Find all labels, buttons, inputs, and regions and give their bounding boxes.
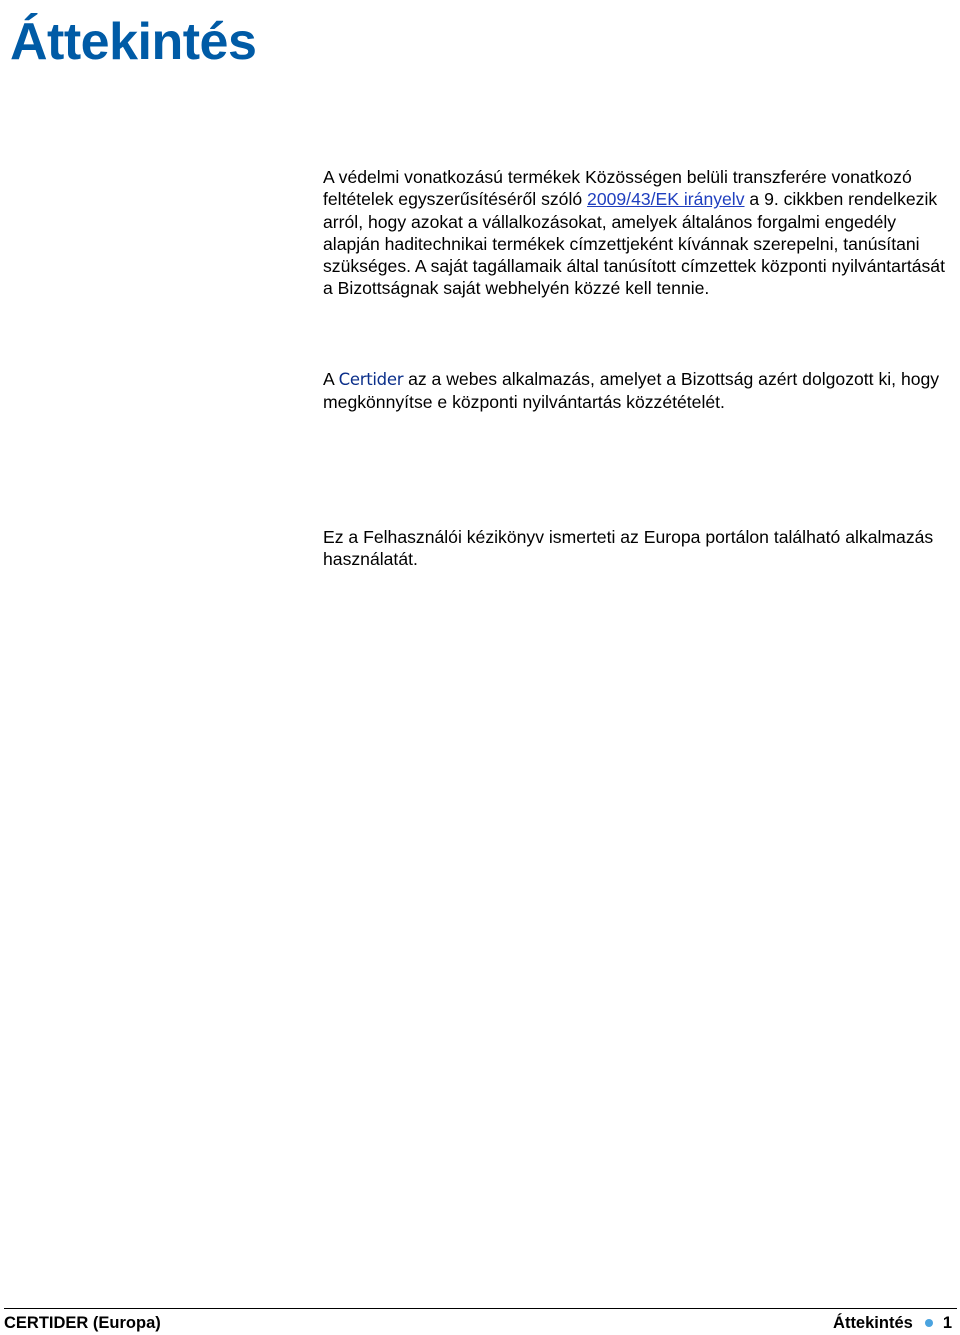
bullet-icon xyxy=(925,1319,933,1327)
footer-page-number: 1 xyxy=(942,1314,952,1332)
certider-paragraph xyxy=(323,368,957,414)
certider-text-end: az a webes alkalmazás, amelyet a Bizottság azért dolgozott ki, hogy megkönnyítse e központi nyilvántartás közzétételét. xyxy=(323,369,940,413)
intro-text-end: a 9. cikkben rendelkezik arról, hogy azokat a vállalkozásokat, amelyek általános forgalmi engedély alapján haditechnikai termékek címzettjeként kívánnak szerepelni, tanúsítani szükséges. A saját tagállamaik által tanúsított címzettek központi nyilvántartását a Bizottságnak saját webhelyén közzé kell tennie. xyxy=(323,189,945,299)
footer-page-info xyxy=(833,1313,952,1333)
certider-text-start: A xyxy=(323,369,339,389)
footer-divider xyxy=(4,1308,957,1309)
intro-paragraph xyxy=(323,166,957,300)
intro-text-start: A védelmi vonatkozású termékek Közösségen belüli transzferére vonatkozó feltételek egyszerűsítéséről szóló xyxy=(323,167,912,210)
directive-link[interactable]: 2009/43/EK irányelv xyxy=(587,189,745,210)
page-title: Áttekintés xyxy=(10,13,257,71)
manual-paragraph: Ez a Felhasználói kézikönyv ismerteti az Europa portálon található alkalmazás használatát. xyxy=(323,527,934,570)
footer-section-name: Áttekintés xyxy=(833,1314,913,1332)
certider-brand: Certider xyxy=(338,370,404,389)
footer-document-name: CERTIDER (Europa) xyxy=(4,1314,161,1332)
